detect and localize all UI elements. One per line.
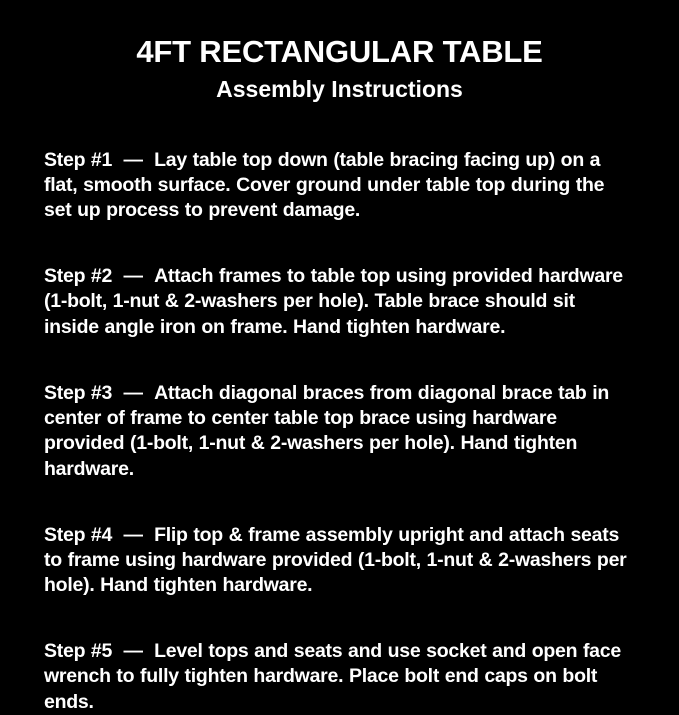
step-separator: — [123,265,143,288]
step-separator: — [123,148,143,171]
step-item [44,148,635,224]
step-separator: — [123,381,143,404]
step-label: Step #3 [44,381,113,404]
step-text: Attach frames to table top using provided hardware (1-bolt, 1-nut & 2-washers per hole). Table brace should sit inside angle iron on frame. Hand tighten hardware. [44,265,623,338]
step-text: Level tops and seats and use socket and open face wrench to fully tighten hardware. Place bolt end caps on bolt ends. [44,640,621,713]
step-label: Step #1 [44,148,113,171]
step-text: Flip top & frame assembly upright and attach seats to frame using hardware provided (1-bolt, 1-nut & 2-washers per hole). Hand tighten hardware. [44,523,627,597]
step-separator: — [123,640,143,663]
step-item [44,381,635,482]
steps-list [44,128,635,715]
step-text: Lay table top down (table bracing facing up) on a flat, smooth surface. Cover ground under table top during the set up process to prevent damage. [44,148,605,222]
step-separator: — [123,523,143,546]
step-label: Step #5 [44,640,113,663]
page-subtitle: Assembly Instructions [216,75,463,102]
page-title: 4FT RECTANGULAR TABLE [136,34,543,69]
step-item [44,639,635,715]
step-item [44,264,635,340]
step-text: Attach diagonal braces from diagonal brace tab in center of frame to center table top brace using hardware provided (1-bolt, 1-nut & 2-washers per hole). Hand tighten hardware. [44,381,610,480]
step-item [44,523,635,599]
step-label: Step #4 [44,523,113,546]
step-label: Step #2 [44,265,113,288]
